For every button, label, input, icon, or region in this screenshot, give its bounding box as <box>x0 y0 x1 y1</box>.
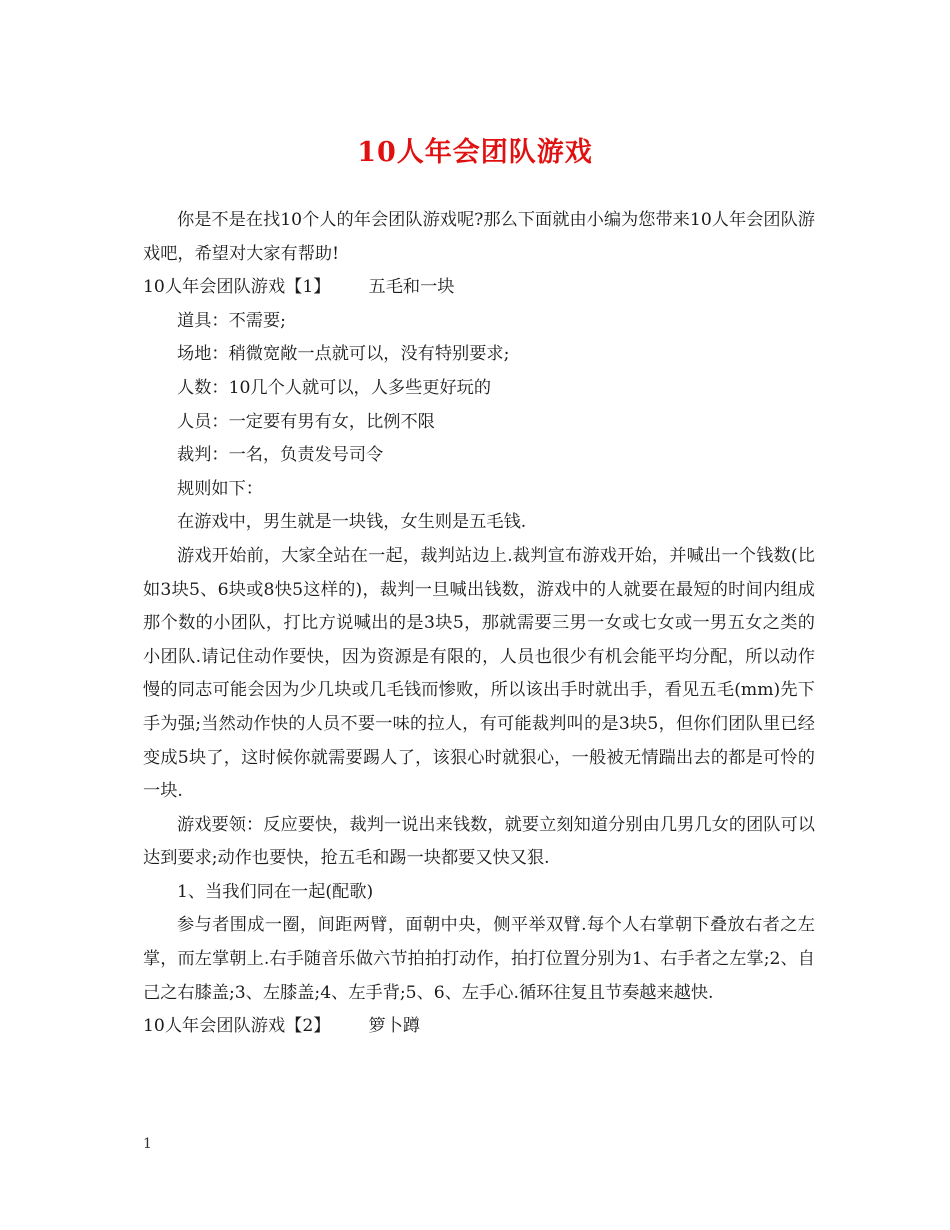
section-2-heading <box>143 1010 815 1044</box>
page-number: 1 <box>143 1136 152 1152</box>
section-2-title: 10人年会团队游戏【2】 <box>143 1016 331 1037</box>
item-referee: 裁判：一名，负责发号司令 <box>177 445 384 466</box>
item-money-rule: 在游戏中，男生就是一块钱，女生则是五毛钱. <box>177 512 527 533</box>
document-title: 10人年会团队游戏 <box>357 137 593 168</box>
section-1-game-name: 五毛和一块 <box>368 277 455 298</box>
subsection-paragraph: 参与者围成一圈，间距两臂，面朝中央，侧平举双臂.每个人右掌朝下叠放右者之左掌，而左掌朝上.右手随音乐做六节拍拍打动作，拍打位置分别为1、右手者之左掌;2、自己之右膝盖;3、左膝盖;4、左手背;5、6、左手心.循环往复且节奏越来越快. <box>143 915 815 1003</box>
item-venue: 场地：稍微宽敞一点就可以，没有特别要求; <box>177 344 510 365</box>
item-player-count: 人数：10几个人就可以，人多些更好玩的 <box>177 377 492 398</box>
rules-paragraph: 游戏开始前，大家全站在一起，裁判站边上.裁判宣布游戏开始，并喊出一个钱数(比如3块5、6块或8快5这样的)，裁判一旦喊出钱数，游戏中的人就要在最短的时间内组成那个数的小团队，打比方说喊出的是3块5，那就需要三男一女或七女或一男五女之类的小团队.请记住动作要快，因为资源是有限的，人员也很少有机会能平均分配，所以动作慢的同志可能会因为少几块或几毛钱而惨败，所以该出手时就出手，看见五毛(mm)先下手为强;当然动作快的人员不要一味的拉人，有可能裁判叫的是3块5，但你们团队里已经变成5块了，这时候你就需要踢人了，该狠心时就狠心，一般被无情踹出去的都是可怜的一块. <box>143 545 815 802</box>
item-props: 道具：不需要; <box>177 310 286 331</box>
intro-paragraph: 你是不是在找10个人的年会团队游戏呢?那么下面就由小编为您带来10人年会团队游戏吧，希望对大家有帮助! <box>143 210 815 264</box>
item-rules-label: 规则如下： <box>177 478 263 499</box>
section-2-game-name: 箩卜蹲 <box>368 1016 421 1037</box>
document-body <box>143 204 815 1044</box>
section-1-heading <box>143 271 815 305</box>
section-1-title: 10人年会团队游戏【1】 <box>143 277 331 298</box>
key-points-paragraph: 游戏要领：反应要快，裁判一说出来钱数，就要立刻知道分别由几男几女的团队可以达到要求;动作也要快，抢五毛和踢一块都要又快又狠. <box>143 814 815 869</box>
item-players: 人员：一定要有男有女，比例不限 <box>177 411 435 432</box>
subsection-heading: 1、当我们同在一起(配歌) <box>177 881 374 902</box>
